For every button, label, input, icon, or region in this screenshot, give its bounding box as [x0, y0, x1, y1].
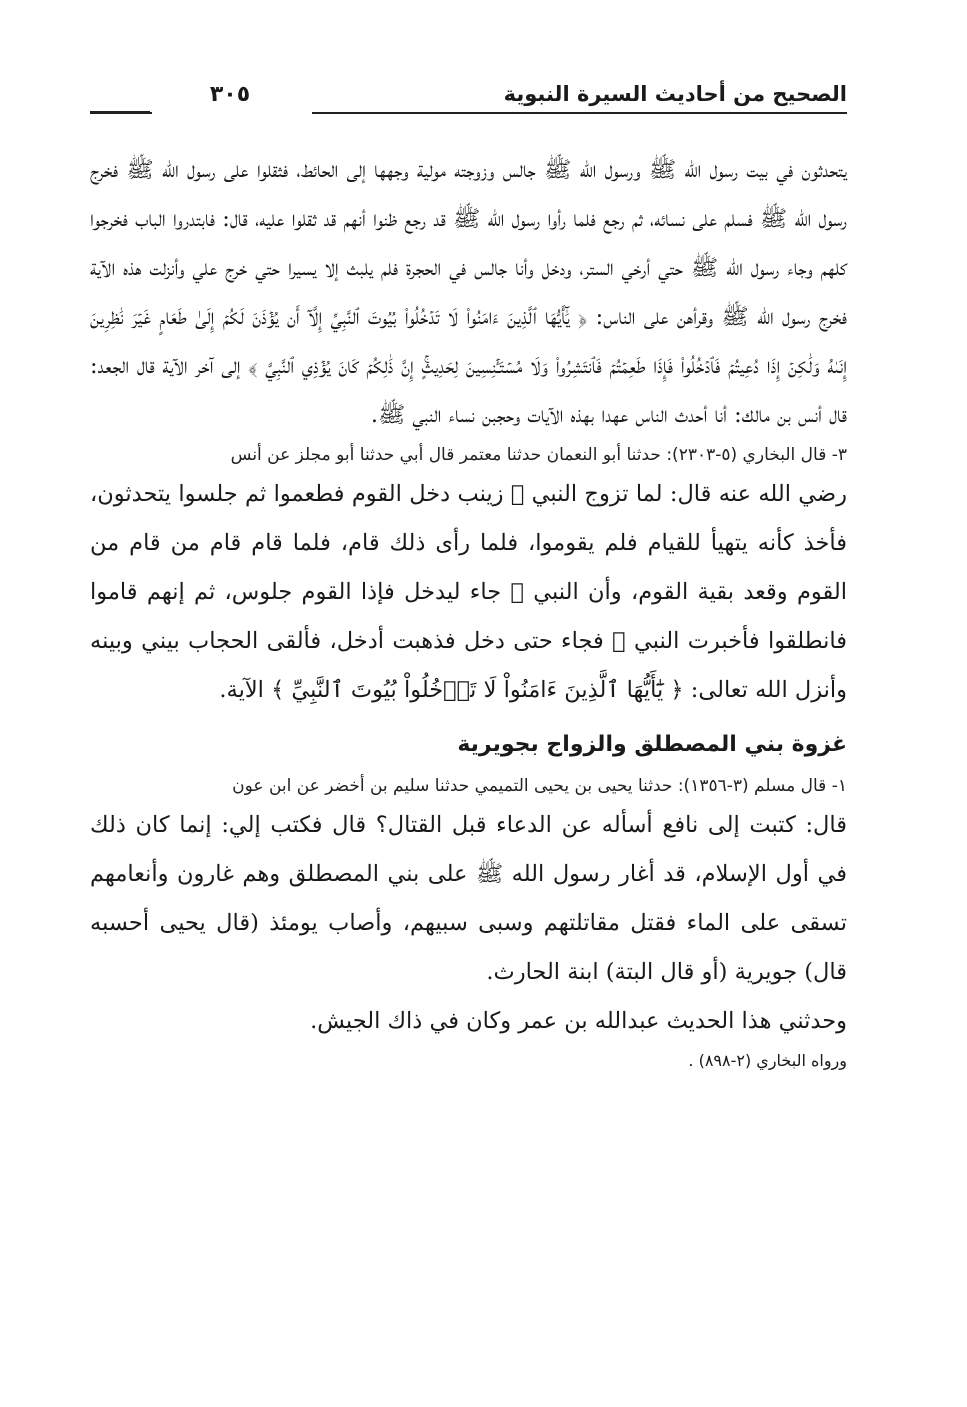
isnad-section-hadith-1: ١- قال مسلم (٣-١٣٥٦): حدثنا يحيى بن يحيى التميمي حدثنا سليم بن أخضر عن ابن عون [232, 776, 847, 796]
isnad-hadith-3: ٣- قال البخاري (٥-٢٣٠٣): حدثنا أبو النعمان حدثنا معتمر قال أبي حدثنا أبو مجلز عن أنس [230, 445, 847, 465]
book-page [90, 0, 847, 1407]
paragraph-section-hadith-1: قال: كتبت إلى نافع أسأله عن الدعاء قبل القتال؟ قال فكتب إلي: إنما كان ذلك في أول الإسلام، قد أغار رسول الله ﷺ على بني المصطلق وهم غارون وأنعامهم تسقى على الماء فقتل مقاتلتهم وسبى سبيهم، وأصاب يومئذ (قال يحيى أحسبه قال) جويرية (أو قال البتة) ابنة الحارث. [90, 812, 847, 985]
section-title: غزوة بني المصطلق والزواج بجويرية [457, 732, 847, 757]
paragraph-hadith-3: رضي الله عنه قال: لما تزوج النبي ﷺ زينب دخل القوم فطعموا ثم جلسوا يتحدثون، فأخذ كأنه يتهيأ للقيام فلم يقوموا، فلما رأى ذلك قام، فلما قام قام من قام من القوم وقعد بقية القوم، وأن النبي ﷺ جاء ليدخل فإذا القوم جلوس، ثم إنهم قاموا فانطلقوا فأخبرت النبي ﷺ فجاء حتى دخل فذهبت أدخل، فألقى الحجاب بيني وبينه وأنزل الله تعالى: ﴿ يَٰٓأَيُّهَا ٱلَّذِينَ ءَامَنُواْ لَا تَدۡخُلُواْ بُيُوتَ ٱلنَّبِيِّ ﴾ الآية. [90, 481, 847, 703]
book-title: الصحيح من أحاديث السيرة النبوية [503, 82, 847, 106]
header-rule-left [90, 111, 150, 113]
page-body [90, 146, 847, 1076]
running-header [90, 78, 847, 118]
paragraph-hadith-2-end: يتحدثون في بيت رسول الله ﷺ ورسول الله ﷺ جالس وزوجته مولية وجهها إلى الحائط، فثقلوا على رسول الله ﷺ فخرج رسول الله ﷺ فسلم على نسائه، ثم رجع فلما رأوا رسول الله ﷺ قد رجع ظنوا أنهم قد ثقلوا عليه، قال: فابتدروا الباب فخرجوا كلهم وجاء رسول الله ﷺ حتي أرخي الستر، ودخل وأنا جالس في الحجرة فلم يلبث إلا يسيرا حتي خرج علي وأنزلت هذه الآية فخرج رسول الله ﷺ وقرأهن على الناس: ﴿ يَٰٓأَيُّهَا ٱلَّذِينَ ءَامَنُواْ لَا تَدۡخُلُواْ بُيُوتَ ٱلنَّبِيِّ إِلَّآ أَن يُؤۡذَنَ لَكُمۡ إِلَىٰ طَعَامٍ غَيۡرَ نَٰظِرِينَ إِنَىٰهُ وَلَٰكِنۡ إِذَا دُعِيتُمۡ فَٱدۡخُلُواْ فَإِذَا طَعِمۡتُمۡ فَٱنتَشِرُواْ وَلَا مُسۡتَـٔۡنِسِينَ لِحَدِيثٍۚ إِنَّ ذَٰلِكُمۡ كَانَ يُؤۡذِي ٱلنَّبِيَّ ﴾ إلى آخر الآية قال الجعد: قال أنس بن مالك: أنا أحدث الناس عهدا بهذه الآيات وحجبن نساء النبي ﷺ. [90, 157, 847, 428]
footnote-reference: ورواه البخاري (٢-٨٩٨) . [688, 1051, 847, 1070]
page-number: ٣٠٥ [209, 82, 251, 107]
paragraph-closing: وحدثني هذا الحديث عبدالله بن عمر وكان في ذاك الجيش. [310, 1008, 847, 1034]
